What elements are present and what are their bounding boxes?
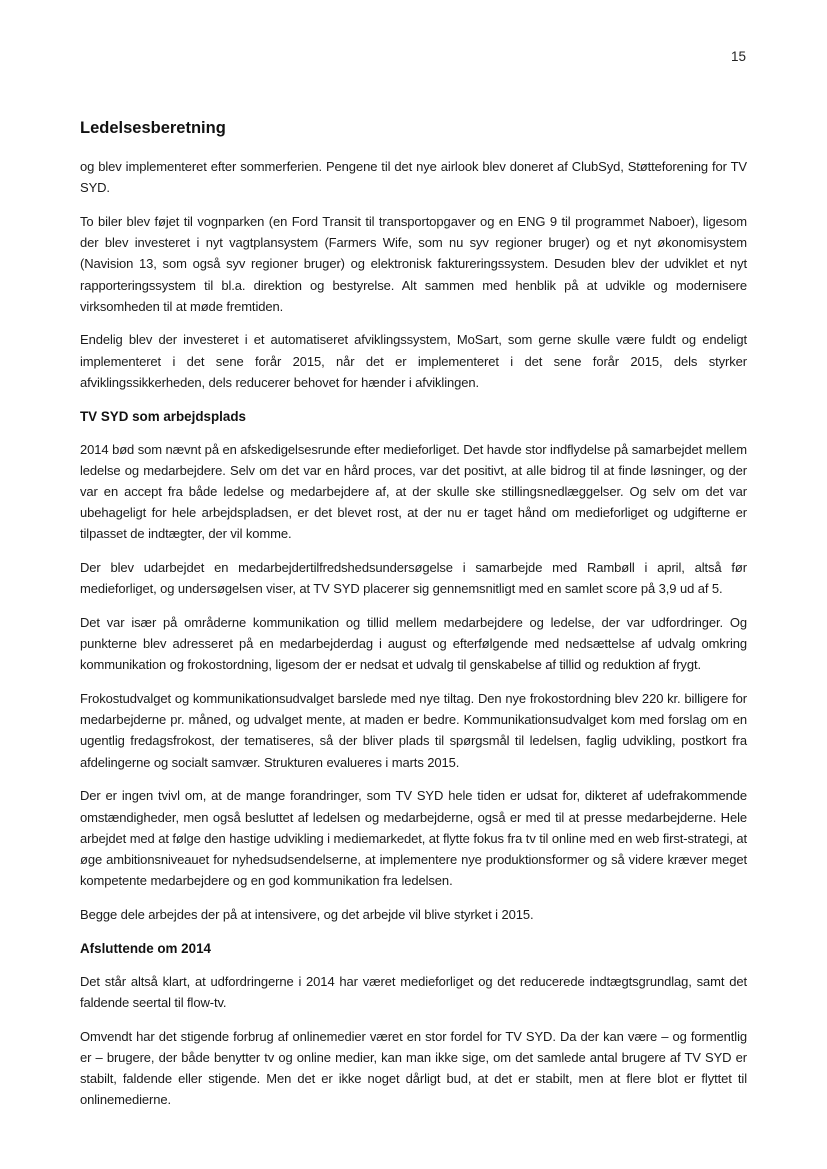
paragraph: Det var især på områderne kommunikation og tillid mellem medarbejdere og ledelse, der var udfordringer. Og punkterne blev adresseret på en medarbejderdag i august og efterfølgende med nedsættelse af udvalg omkring kommunikation og frokostordning, ligesom der er nedsat et udvalg til genskabelse af tillid og reduktion af frygt. (80, 614, 747, 673)
section-intro (80, 156, 747, 393)
section-heading: TV SYD som arbejdsplads (80, 408, 246, 424)
paragraph: Det står altså klart, at udfordringerne i 2014 har været medieforliget og det reducerede indtægtsgrundlag, samt det faldende seertal til flow-tv. (80, 973, 747, 1010)
paragraph: Der er ingen tvivl om, at de mange forandringer, som TV SYD hele tiden er udsat for, dikteret af udefrakommende omstændigheder, men også besluttet af ledelsen og medarbejderne, også er med til at presse medarbejderne. Hele arbejdet med at følge den hastige udvikling i mediemarkedet, at flytte fokus fra tv til online med en web first-strategi, at øge ambitionsniveauet for nyhedsudsendelserne, at implementere nye produktionsformer og så videre kræver meget kompetente medarbejdere og en god kommunikation fra ledelsen. (80, 788, 747, 889)
paragraph: Endelig blev der investeret i et automatiseret afviklingssystem, MoSart, som gerne skulle være fuldt og endeligt implementeret i det sene forår 2015, når det er implementeret i det sene forår 2015, dels styrker afviklingssikkerheden, dels reducerer behovet for hænder i afviklingen. (80, 332, 747, 390)
section-workplace (80, 406, 747, 926)
paragraph: Omvendt har det stigende forbrug af onlinemedier været en stor fordel for TV SYD. Da der kan være – og formentlig er – brugere, der både benytter tv og online medier, kan man ikke sige, om det samlede antal brugere af TV SYD er stabilt, faldende eller stigende. Men det er ikke noget dårligt bud, at det er stabilt, men at flere blot er flyttet til onlinemedierne. (80, 1028, 747, 1108)
paragraph: Frokostudvalget og kommunikationsudvalget barslede med nye tiltag. Den nye frokostordning blev 220 kr. billigere for medarbejderne pr. måned, og udvalget mente, at maden er bedre. Kommunikationsudvalget kom med forslag om en ugentlig fredagsfrokost, der tematiseres, så der bliver plads til spørgsmål til ledelsen, faglig udvikling, postkort fra afdelingerne og socialt samvær. Strukturen evalueres i marts 2015. (80, 691, 747, 770)
document-body (80, 117, 747, 1123)
paragraph: To biler blev føjet til vognparken (en Ford Transit til transportopgaver og en ENG 9 til programmet Naboer), ligesom der blev investeret i nyt vagtplansystem (Farmers Wife, som nu syv regioner bruger) og et nyt økonomisystem (Navision 13, som også syv regioner bruger) og elektronisk faktureringssystem. Desuden blev der udviklet et nyt rapporteringssystem til bl.a. direktion og bestyrelse. Alt sammen med henblik på at udvikle og modernisere virksomheden til at møde fremtiden. (80, 213, 747, 314)
paragraph: 2014 bød som nævnt på en afskedigelsesrunde efter medieforliget. Det havde stor indflydelse på samarbejdet mellem ledelse og medarbejdere. Selv om det var en hård proces, var det positivt, at alle bidrog til at finde løsninger, og der var en accept fra både ledelse og medarbejdere af, at der skulle ske stillingsnedlæggelser. Og selv om det var ubehageligt for hele arbejdspladsen, er det blevet rost, at der nu er taget hånd om medieforliget og udgifterne er tilpasset de indtægter, der vil komme. (80, 441, 747, 542)
page-title: Ledelsesberetning (80, 119, 226, 137)
paragraph: Der blev udarbejdet en medarbejdertilfredshedsundersøgelse i samarbejde med Rambøll i april, altså før medieforliget, og undersøgelsen viser, at TV SYD placerer sig gennemsnitligt med en samlet score på 3,9 ud af 5. (80, 560, 747, 597)
section-heading: Afsluttende om 2014 (80, 940, 211, 956)
section-conclusion (80, 938, 747, 1111)
paragraph: Begge dele arbejdes der på at intensivere, og det arbejde vil blive styrket i 2015. (80, 906, 534, 922)
page-number: 15 (730, 49, 746, 64)
paragraph: og blev implementeret efter sommerferien. Pengene til det nye airlook blev doneret af ClubSyd, Støtteforening for TV SYD. (80, 159, 747, 196)
